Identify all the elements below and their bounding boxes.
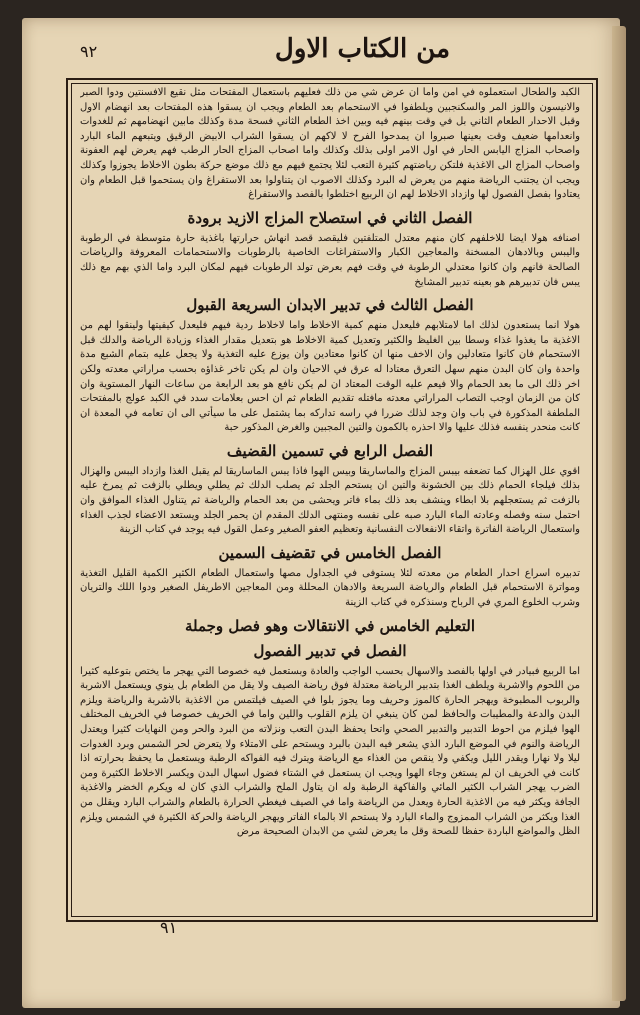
- section-text-3: هولا انما يستعدون لذلك اما لامتلابهم فليعدل منهم كمية الاخلاط واما لاخلاط ردية فيهم فليعدل كيفيتها ولينقوا لهم من الاغذية ما يغذوا غذاء وسطا بين الغليظ والكثير وتعديل كمية الاخلاط هو بتعديل مقدار الغذاء وزيادة الرياضة والدلك قبل الاستحمام فان كانوا متعادلين وان الاخف منها ان كانوا معتادين وان يوزع عليه التغذية ولا يجعل عليه بتمام الشبع مدة واحدة وان كان البدن منهم سهل التعرق معتادا له عرق في الاحيان وان لم يكن تاخر غذاؤه بحسب مراراتي معدته ولكن اخر ذلك الى ما بعد الحمام والا فيعم عليه الوقت المعتاد ان لم يكن نافع هو بعد الرابعة من ساعات النهار المستوية وان كان من الزمان اوجب التصاب المراراتي معدته مافتله تقديم الطعام ثم ان احس بعلامات سدد في الكبد عولج بالمفتحات الملطفة المذكورة في باب وان وجد لذلك ضررا في راسه تداركه بما يشتمل على ما سيأتي الى ان تعامه في المعدة ان كانت منحدر ينفسه فذلك عليها والا احذره بالكمون والتين المجبين والغرض المذكور حبة: [80, 320, 580, 434]
- page-number-top: ٩٢: [80, 42, 98, 61]
- section-text-5: تدبيره اسراع احدار الطعام من معدته لئلا يستوفى في الجداول مصها واستعمال الطعام الكثير الكمية القليل التغذية ومواترة الاستحمام قبل الطعام والرياضة السريعة والادهان المحللة ومن المعاجين الاطريفل الصغير ودوا اللك والتريان وشرب الخلوع المري في الرباح وسنذكره في كتاب الزينة: [80, 567, 580, 609]
- page-header: [40, 30, 600, 74]
- section-text-4: اقوي علل الهزال كما تضعفه بيبس المزاج والماساريقا وبيس الهوا فاذا يبس الماساريقا لم يقبل الغذا وازداد اليبس والهزال بذلك فيلجاء الحمام ذلك بين الخشونة والتين ان يستحم الجلد ثم يصلب الدلك ثم يطلي ويطلي بالزفت ثم يمرخ عليه بالزفت ثم يستعجلهم بلا ابطاء وينشف بعد ذلك بماء فاتر ويحشى من بعد الحمام والرياضة ثم يتناول الغذاء الموافق وان احتمل سنه وفصله وعادته الماء البارد صبه على نفسه ومنتهى الدلك المقدم ان يحمر الجلد ويستعد الاعضاء لجذب الغذاء واستعمال الرياضة الفاترة واتقاء الانفعالات النفسانية وتعظيم العفو الصغير وعمل القول فيه يوجد في كتاب الزينة: [80, 465, 580, 536]
- section-text-2: اصنافه هولا ايضا للاخلفهم كان منهم معتدل المتلفتين فليقصد قصد انهاش حرارتها باغذية حارة متوسطة في الرطوبة واليبس وبالادهان المسخنة والمعاجين الكبار والاستفراغات الخاصية بالرطوبات والاستحمامات المعروفة والرياضات الصالحة فانهم وان كانوا معتدلي الرطوبة في وقت فهم بعرض تولد الرطوبات فيهم لمكان البرد واما الذي بهم مع ذلك يبس فان تدبيرهم هو بعينه تدبير المشايخ: [80, 232, 580, 288]
- section-heading-2: الفصل الثاني في استصلاح المزاج الازيد برودة: [187, 208, 473, 227]
- section-heading-4: الفصل الرابع في تسمين القضيف: [226, 441, 434, 460]
- section-text-seasons: اما الربيع فبيادر في اولها بالفصد والاسهال بحسب الواجب والعادة وبستعمل فيه خصوصا التي يهجر ما يختص بتوعليه كثيرا من اللحوم والاشربة ويلطف الغذا بتدبير الرياضة معتدلة فوق رياضة الصيف ولا يقل من الطعام بل ينوي ويستعمل الاشربة والربوب المطبوخة ويهجر الحارة كالموز وحريف وما يجوز بلوا في الصيف فيلتمس من الاغذية بالاشربة والرياضة ويلزم البدن والدعة والمطيبات والحافظ لمن كان ينبغي ان يلزم القلوب واللين واما في الخريف خصوصا في الخريف المختلف الهوا فيلزم من احوط التدبير والتدبير الصحي واتحا يحفظ البدن التعب ونزلاته من البرد والحر ومن النهايات كثيرا ويعتدل الرياضة والنوم في الموضع البارد الذي يشعر فيه البدن بالبرد ويستحم على الامتلاء ولا يتعرض لحر الشمس وبرد الغدوات ليلا ولا نهارا ويقدر الليل ويكفي ولا ينقص من الغذاء مع الرياضة ويترك فيه الفواكه الرطبة ويستعمل ما يحفظ بحرارته اذا كانت في الخريف ان لم يستغن وجاء الهوا ويجب ان يستعمل في الشتاء فضول اسهال البدن ويكسر الاخلاط الكثيرة ومن الضرب يهجر الشراب الكثير المائي والفاكهة الرطبة وله ان يتاول الملح والشراب الذي كان له ويكرم الخضر والاغذية الجافة ويكثر فيه من الاغذية الحارة ويعدل من الرياضة واما في الصيف فيغطي الحرارة بالطعام والشراب البارد ويقلل من الغذا ويكثر من الشراب الممزوج والماء البارد ولا يستحم الا بالماء الفاتر ويهجر الرياضة والحركة الكثيرة في الشمس ويلزم الظل والمواضع الباردة حفظا للصحة وقل ما يعرض لشي من الابدان الصحيحة مرض: [80, 665, 580, 838]
- section-heading-seasons: الفصل في تدبير الفصول: [253, 641, 407, 660]
- page-edge: [612, 26, 626, 1001]
- page-number-bottom: ٩١: [160, 918, 178, 937]
- running-head: من الكتاب الاول: [274, 34, 450, 64]
- intro-paragraph: الكبد والطحال استعملوه في امن واما ان عرض شي من ذلك فعليهم باستعمال المفتحات مثل نقيع الافسنتين ودوا الصبر والانيسون واللوز المر والسكنجبين ويلطفوا في الاستحمام بعد الطعام ويجب ان يسقوا هذه المفتحات بعد انهضام الاول وقبل الاحدار الطعام الثاني بل في وقت بينهم فيه وبين اخذ الطعام الثاني فسحة مدة وكذلك مابين انهضامهم ثم للغدوات وانعدامها ضعيف وقت بعينها صبروا ان يمدحوا الفرح لا لاكهم ان يسقوا الشراب الابيض الرقيق ويتبعهم الماء البارد واصحاب المزاج اليابس الحار في اول الامر اولى بذلك وكذلك واما اصحاب المزاج الحار الرطب فهم يعرض لهم العفونة واصحاب المزاج الى الاغذية فلتكن رياضتهم كثيرة التعب لئلا يجتمع فيهم مع ذلك موضع حركة بطون الاخلاط يجوزوا وكذلك ويجب ان يجتنب الرياضة منهم من يعرض له البرد وكذلك الاصوب ان يتناولوا بعد الاستفراغ وان يستحموا قبل الطعام وان يعتادوا بفصل الفصول لها وازداد الاخلاط لهم ان الربيع اختلطوا بالفصد والاستفراغ: [80, 87, 580, 201]
- section-heading-3: الفصل الثالث في تدبير الابدان السريعة القبول: [186, 296, 474, 315]
- teaching-heading: التعليم الخامس في الانتقالات وهو فصل وجملة: [184, 616, 476, 635]
- text-block: [80, 86, 580, 912]
- section-heading-5: الفصل الخامس في تقضيف السمين: [218, 543, 442, 562]
